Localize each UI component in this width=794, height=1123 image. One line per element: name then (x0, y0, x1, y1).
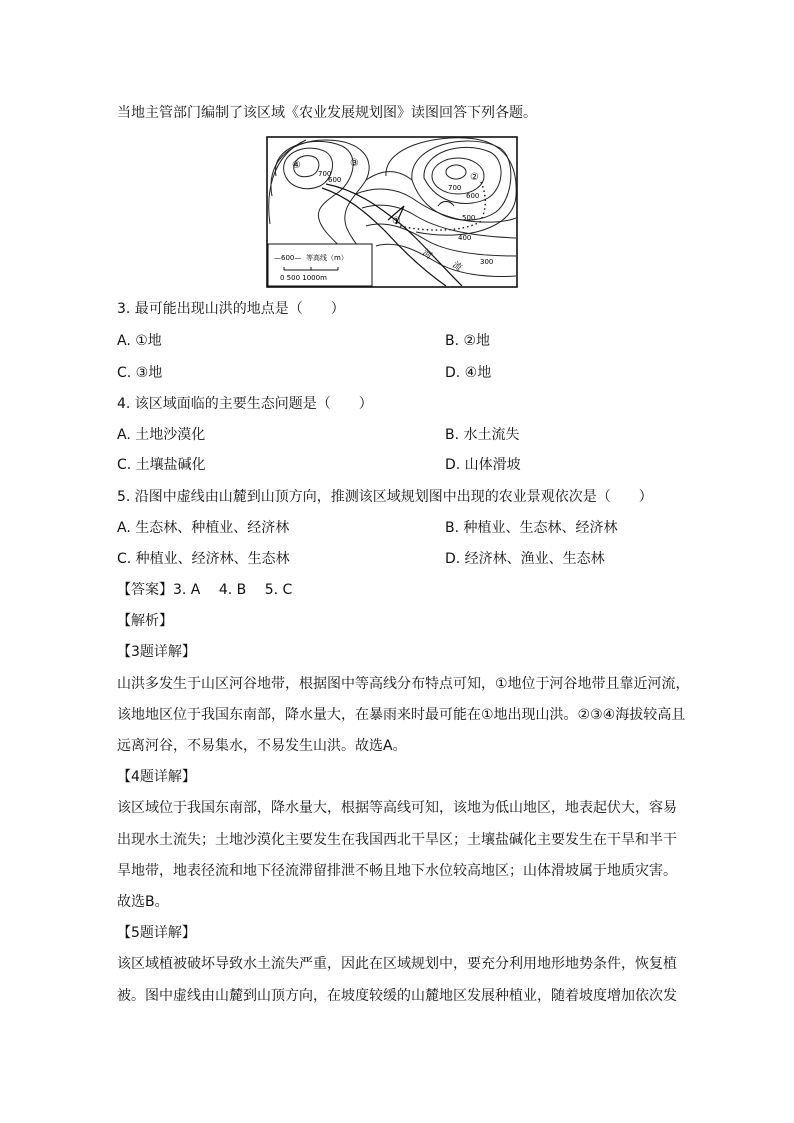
legend-contour-text: 等高线（m） (306, 254, 348, 262)
contour-label-300: 300 (480, 258, 494, 266)
q5-option-d: D. 经济林、渔业、生态林 (445, 551, 605, 567)
detail-4-line-4: 故选B。 (117, 894, 169, 910)
contour-map-figure (266, 136, 518, 288)
contour-label-700-right: 700 (448, 184, 462, 192)
q3-option-c: C. ③地 (117, 365, 163, 381)
contour-label-600-right: 600 (466, 192, 480, 200)
q3-option-b: B. ②地 (445, 333, 491, 349)
q3-stem: 3. 最可能出现山洪的地点是（ ） (117, 301, 345, 317)
river-label-he: 河 (420, 248, 434, 262)
q4-option-a: A. 土地沙漠化 (117, 427, 206, 443)
q4-option-d: D. 山体滑坡 (445, 457, 521, 473)
legend-scale-text: 0 500 1000m (280, 274, 327, 282)
detail-3-line-3: 远离河谷，不易集水，不易发生山洪。故选A。 (117, 738, 407, 754)
q3-option-a: A. ①地 (117, 333, 162, 349)
q5-option-a: A. 生态林、种植业、经济林 (117, 520, 290, 536)
detail-3-heading: 【3题详解】 (117, 644, 196, 660)
detail-5-line-2: 被。图中虚线由山麓到山顶方向，在坡度较缓的山麓地区发展种植业，随着坡度增加依次发 (117, 988, 677, 1004)
contour-label-500: 500 (462, 214, 476, 222)
q5-option-c: C. 种植业、经济林、生态林 (117, 551, 290, 567)
contour-label-700-left: 700 (318, 170, 332, 178)
contour-map-svg (266, 136, 518, 288)
detail-3-line-2: 该地地区位于我国东南部，降水量大，在暴雨来时最可能在①地出现山洪。②③④海拔较高且 (117, 707, 686, 723)
detail-4-line-2: 出现水土流失；土地沙漠化主要发生在我国西北干旱区；土壤盐碱化主要发生在干旱和半干 (117, 832, 677, 848)
analysis-heading: 【解析】 (117, 613, 173, 629)
point-label-4: ④ (292, 160, 301, 171)
answer-line: 【答案】3. A 4. B 5. C (117, 582, 293, 598)
contour-label-600-left: 600 (328, 176, 342, 184)
detail-4-line-3: 旱地带，地表径流和地下径流滞留排泄不畅且地下水位较高地区；山体滑坡属于地质灾害。 (117, 863, 677, 879)
detail-5-line-1: 该区域植被破坏导致水土流失严重，因此在区域规划中，要充分利用地形地势条件，恢复植 (117, 956, 677, 972)
detail-3-line-1: 山洪多发生于山区河谷地带，根据图中等高线分布特点可知，①地位于河谷地带且靠近河流， (117, 676, 690, 692)
q4-option-c: C. 土壤盐碱化 (117, 457, 206, 473)
point-label-3: ③ (350, 158, 359, 169)
legend-contour-value: —600— (274, 254, 302, 262)
q3-option-d: D. ④地 (445, 365, 492, 381)
intro-text: 当地主管部门编制了该区域《农业发展规划图》读图回答下列各题。 (117, 105, 537, 121)
point-label-2: ② (470, 172, 479, 183)
point-label-1: ① (392, 216, 401, 227)
detail-4-line-1: 该区域位于我国东南部，降水量大，根据等高线可知，该地为低山地区，地表起伏大，容易 (117, 800, 677, 816)
contour-label-400: 400 (458, 234, 472, 242)
q5-option-b: B. 种植业、生态林、经济林 (445, 520, 618, 536)
detail-5-heading: 【5题详解】 (117, 925, 196, 941)
river-label-liu: 流 (450, 260, 464, 274)
q5-stem: 5. 沿图中虚线由山麓到山顶方向，推测该区域规划图中出现的农业景观依次是（ ） (117, 489, 653, 505)
q4-option-b: B. 水土流失 (445, 427, 520, 443)
q4-stem: 4. 该区域面临的主要生态问题是（ ） (117, 396, 373, 412)
detail-4-heading: 【4题详解】 (117, 769, 196, 785)
